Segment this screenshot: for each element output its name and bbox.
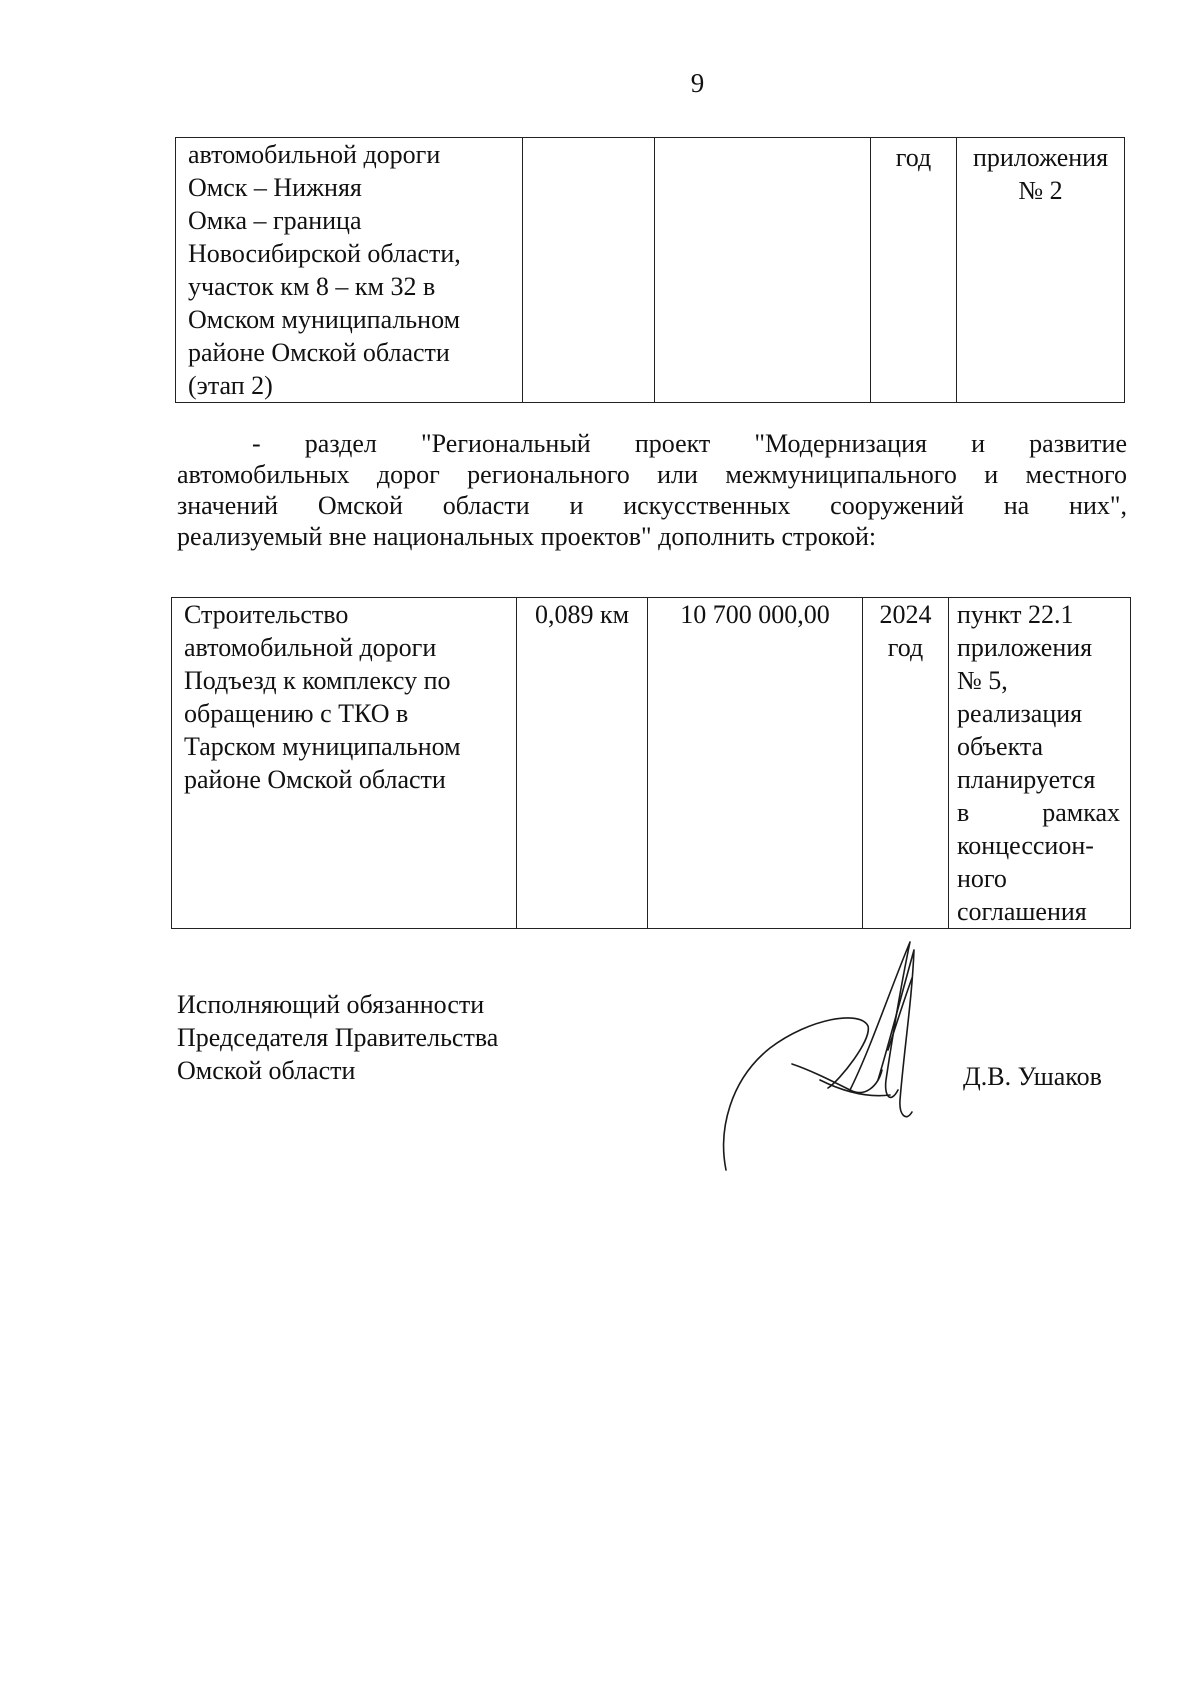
note-line: реализация (957, 699, 1083, 728)
note-cell (949, 598, 1131, 929)
note-line: приложения (972, 143, 1109, 172)
page-number: 9 (690, 68, 705, 98)
length-cell (523, 138, 655, 403)
year-line: 2024 (879, 600, 932, 629)
note-line: в рамках (957, 798, 1120, 827)
year-line: год (887, 633, 924, 662)
amendment-paragraph (177, 428, 1127, 552)
signatory-title (177, 988, 498, 1087)
signatory-title-line: Председателя Правительства (177, 1023, 499, 1052)
signatory-name: Д.В. Ушаков (963, 1062, 1102, 1091)
object-name-line: автомобильной дороги (184, 633, 437, 662)
note-line: приложения (957, 633, 1093, 662)
object-name-line: Омск – Нижняя (188, 173, 362, 202)
note-cell (957, 138, 1125, 403)
object-name-cell (172, 598, 517, 929)
object-name-line: Тарском муниципальном (184, 732, 461, 761)
object-name-line: обращению с ТКО в (184, 699, 409, 728)
handwritten-signature (700, 930, 960, 1180)
note-line: № 2 (1018, 176, 1063, 205)
paragraph-line: автомобильных дорог регионального или межмуниципального и местного (177, 460, 1127, 489)
object-name-line: Строительство (184, 600, 349, 629)
table-row (176, 138, 1125, 403)
object-name-line: (этап 2) (188, 371, 273, 400)
year-cell (871, 138, 957, 403)
signatory-title-line: Исполняющий обязанности (177, 990, 485, 1019)
continued-table (175, 137, 1125, 403)
note-line: планируется (957, 765, 1096, 794)
object-name-line: Новосибирской области, (188, 239, 461, 268)
object-name-cell (176, 138, 523, 403)
note-line: соглашения (957, 897, 1087, 926)
year-text: год (895, 143, 932, 172)
note-line: концессион- (957, 831, 1094, 860)
paragraph-line: - раздел "Региональный проект "Модернизация и развитие (252, 429, 1127, 458)
paragraph-line: реализуемый вне национальных проектов" дополнить строкой: (177, 522, 877, 551)
object-name-line: районе Омской области (188, 338, 450, 367)
object-name-line: Подъезд к комплексу по (184, 666, 451, 695)
note-line: № 5, (957, 666, 1008, 695)
table-row (172, 598, 1131, 929)
object-name-line: Омка – граница (188, 206, 362, 235)
object-name-line: Омском муниципальном (188, 305, 461, 334)
length-cell (517, 598, 648, 929)
amount-cell (648, 598, 863, 929)
amount-value: 10 700 000,00 (680, 600, 830, 629)
note-line: пункт 22.1 (957, 600, 1074, 629)
note-line: ного (957, 864, 1007, 893)
new-row-table (171, 597, 1131, 929)
signatory-title-line: Омской области (177, 1056, 356, 1085)
note-line: объекта (957, 732, 1044, 761)
year-cell (863, 598, 949, 929)
object-name-line: участок км 8 – км 32 в (188, 272, 436, 301)
length-value: 0,089 км (534, 600, 630, 629)
paragraph-line: значений Омской области и искусственных сооружений на них", (177, 491, 1127, 520)
object-name-line: автомобильной дороги (188, 140, 441, 169)
amount-cell (655, 138, 871, 403)
object-name-line: районе Омской области (184, 765, 446, 794)
